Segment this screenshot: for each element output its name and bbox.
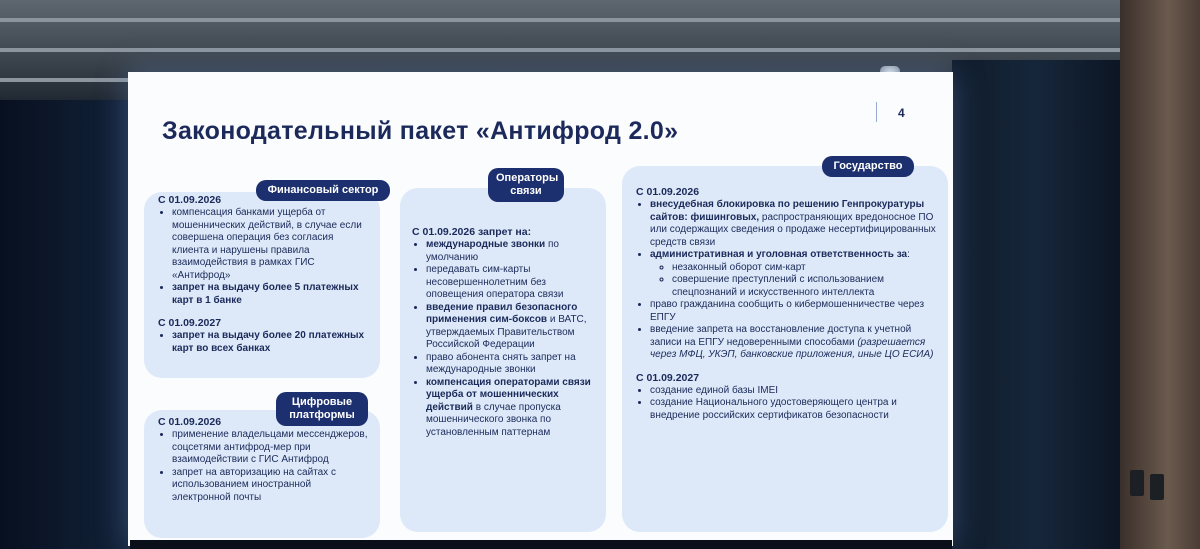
digital-item: • применение владельцами мессенджеров, соцсетями антифрод-мер при взаимодействии с ГИС Антифрод xyxy=(172,429,370,467)
operators-item-text: в случае пропуска мошеннического звонка по установленным паттернам xyxy=(426,401,561,438)
operators-item: • передавать сим-карты несовершеннолетним без оповещения оператора связи xyxy=(426,264,596,302)
financial-sector-card xyxy=(144,192,380,378)
stage-floor xyxy=(130,540,952,549)
state-item xyxy=(650,324,940,362)
speaker xyxy=(1150,474,1164,500)
financial-sector-content xyxy=(158,194,370,355)
operators-card xyxy=(400,188,606,532)
state-item xyxy=(650,199,940,249)
digital-item: • запрет на авторизацию на сайтах с использованием иностранной электронной почты xyxy=(172,467,370,505)
state-item-text: распространяющих вредоносное ПО или содержащих сведения о продаже несертифицированных средств связи xyxy=(650,211,936,248)
state-item: • создание единой базы IMEI xyxy=(650,385,940,398)
page-number: 4 xyxy=(898,106,905,120)
state-item-text: введение запрета на восстановление доступа к учетной записи на ЕПГУ недоверенными способами xyxy=(650,324,912,348)
slide-title: Законодательный пакет «Антифрод 2.0» xyxy=(162,117,679,145)
state-item-italic: (разрешается через МФЦ, УКЭП, банковские приложения, иные ЦО ЕСИА) xyxy=(650,336,934,360)
operators-label: Операторы связи xyxy=(488,168,564,202)
state-item-bold: внесудебная блокировка по решению Генпрокуратуры сайтов: фишинговых, xyxy=(650,199,925,223)
operators-item-bold: компенсация операторами связи ущерба от мошеннических действий xyxy=(426,376,591,413)
presentation-slide xyxy=(128,72,953,546)
state-label: Государство xyxy=(822,156,914,177)
state-item: • право гражданина сообщить о кибермошенничестве через ЕПГУ xyxy=(650,299,940,324)
state-subitem: ◦ совершение преступлений с использованием спецпознаний и искусственного интеллекта xyxy=(672,274,940,299)
state-item: • создание Национального удостоверяющего центра и внедрение российских сертификатов безопасности xyxy=(650,397,940,422)
speaker xyxy=(1130,470,1144,496)
right-curtain xyxy=(952,60,1120,549)
digital-platforms-label: Цифровые платформы xyxy=(276,392,368,426)
operators-item xyxy=(426,377,596,440)
truss-beam xyxy=(0,48,1200,52)
operators-item-text: по умолчанию xyxy=(426,239,559,263)
operators-content xyxy=(412,226,596,439)
state-date-2027: С 01.09.2027 xyxy=(636,371,700,384)
state-subitem: ◦ незаконный оборот сим-карт xyxy=(672,262,940,275)
financial-item xyxy=(172,282,370,307)
digital-platforms-content xyxy=(158,416,370,504)
state-content xyxy=(636,186,940,422)
truss-beam xyxy=(0,18,1200,22)
right-wall xyxy=(1120,0,1200,549)
financial-item xyxy=(172,330,370,355)
digital-date-2026: С 01.09.2026 xyxy=(158,416,222,428)
financial-sector-label: Финансовый сектор xyxy=(256,180,390,201)
state-date-2026: С 01.09.2026 xyxy=(636,186,700,198)
financial-date-2026: С 01.09.2026 xyxy=(158,194,222,206)
financial-item: • компенсация банками ущерба от мошеннических действий, в случае если совершена операция без согласия клиента и нарушены правила взаимодействия в рамках ГИС «Антифрод» xyxy=(172,207,370,282)
left-wall xyxy=(0,100,130,549)
state-item xyxy=(650,249,940,262)
state-card xyxy=(622,166,948,532)
header-divider xyxy=(876,102,877,122)
state-item-bold: административная и уголовная ответственность за xyxy=(650,249,908,260)
state-item-text: : xyxy=(907,249,910,260)
operators-item-bold: введение правил безопасного применения сим-боксов xyxy=(426,301,578,325)
financial-item-text: запрет на выдачу более 5 платежных карт в 1 банке xyxy=(172,282,359,306)
financial-item-text: запрет на выдачу более 20 платежных карт во всех банках xyxy=(172,330,365,354)
operators-item xyxy=(426,239,596,264)
operators-item-bold: международные звонки xyxy=(426,239,546,250)
digital-platforms-card xyxy=(144,410,380,538)
financial-date-2027: С 01.09.2027 xyxy=(158,317,222,329)
operators-item xyxy=(426,302,596,352)
operators-item-text: и ВАТС, утверждаемых Правительством Российской Федерации xyxy=(426,314,587,350)
operators-date-2026: С 01.09.2026 запрет на: xyxy=(412,226,532,238)
operators-item: • право абонента снять запрет на международные звонки xyxy=(426,352,596,377)
